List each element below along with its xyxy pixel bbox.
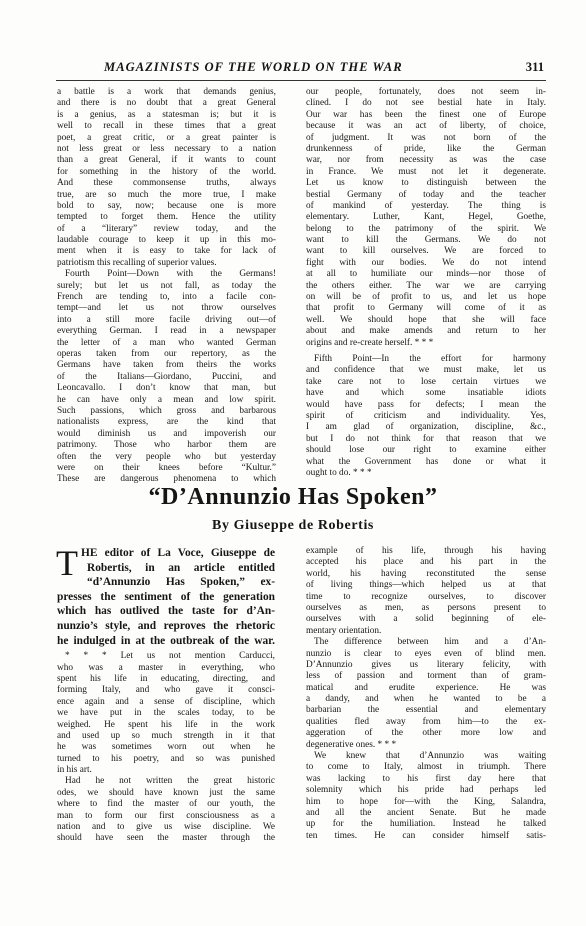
text-line: clined. I do not see bestial hate in Italy.: [306, 98, 546, 109]
text-line: in his art.: [57, 765, 92, 776]
text-line: should lose our right to examine either: [306, 445, 546, 456]
text-line: time to recognize ourselves, to discover: [306, 591, 546, 602]
text-line: nationalists express, are the kind that: [57, 417, 276, 428]
text-line: less of passion and torment than of gram-: [306, 671, 546, 682]
text-line: tempted to forget them. Hence the utility: [57, 212, 276, 223]
text-line: accepted his place and his part in the: [306, 557, 546, 568]
text-line: patrimony. Those who harbor them are: [57, 440, 276, 451]
text-line: Fourth Point—Down with the Germans!: [65, 269, 276, 280]
text-line: ourselves with a solid beginning of ele-: [306, 614, 546, 625]
text-line: HE editor of La Voce, Giuseppe de: [81, 547, 275, 559]
text-line: Robertis, in an article entitled: [87, 561, 275, 574]
text-line: we have put in the scales today, to be: [57, 708, 275, 719]
text-line: and there is no doubt that a great General: [57, 98, 276, 109]
text-line: nunzio’s style, and reproves the rhetoric: [57, 619, 275, 632]
text-line: everything German. I read in a newspaper: [57, 326, 276, 337]
text-line: ought to do. * * *: [306, 467, 372, 478]
text-line: world, his having reconstituted the sense: [306, 568, 546, 579]
text-line: he can have only a mean and low spirit.: [57, 394, 276, 405]
text-line: spirit of criticism and individuality. Yes,: [306, 410, 546, 421]
text-line: the letter of a man who wanted German: [57, 337, 276, 348]
text-line: aggeration of the other more low and: [306, 728, 546, 739]
text-line: on will be of profit to us, and let us hope: [306, 292, 546, 303]
text-line: Our war has been the finest one of Europe: [306, 109, 546, 120]
text-line: I am glad of organization, discipline, &c.,: [306, 422, 546, 433]
text-line: well. We should hope that she will face: [306, 314, 546, 325]
text-line: fight with our bodies. We do not intend: [306, 257, 546, 268]
text-line: Fifth Point—In the effort for harmony: [314, 353, 546, 364]
text-line: bold to say, now; because one is more: [57, 200, 276, 211]
text-line: solemnity which his pride had perhaps led: [306, 785, 546, 796]
text-line: matical and erudite experience. He was: [306, 682, 546, 693]
drop-cap: T: [56, 543, 78, 583]
text-line: Such passions, which gross and barbarous: [57, 405, 276, 416]
text-line: of judgment. It was not born of the: [306, 132, 546, 143]
text-line: what the Government has done or what it: [306, 456, 546, 467]
text-line: We knew that d’Annunzio was waiting: [314, 751, 546, 762]
column-top-right: [306, 87, 546, 479]
text-line: poet, a great critic, or a great painter is: [57, 132, 276, 143]
text-line: ourselves as men, as persons present to: [306, 602, 546, 613]
text-line: a dandy, and when he wanted to be a: [306, 694, 546, 705]
text-line: our people, fortunately, does not seem in-: [306, 87, 546, 97]
text-line: him to hope for—with the King, Salandra,: [306, 796, 546, 807]
text-line: were on their knees before “Kultur.”: [57, 462, 276, 473]
text-line: of the Italians—Giordano, Puccini, and: [57, 371, 276, 382]
text-line: he was sometimes worn out when he: [57, 742, 275, 753]
text-line: origins and re-create herself. * * *: [306, 337, 434, 348]
text-line: of a “literary” review today, and the: [57, 223, 276, 234]
text-line: true, are so much the more true, I make: [57, 189, 276, 200]
text-line: example of his life, through his having: [306, 546, 546, 556]
text-line: into a still more facile driving out—of: [57, 314, 276, 325]
text-line: was lacking to his first day here that: [306, 773, 546, 784]
text-line: And these commonsense truths, always: [57, 178, 276, 189]
text-line: degenerative ones. * * *: [306, 739, 397, 750]
text-line: which has outlived the taste for d’An-: [57, 605, 275, 618]
text-line: turned to his poetry, and so was punished: [57, 753, 275, 764]
text-line: surely; but let us not fall, as today the: [57, 280, 276, 291]
text-line: who was a master in everything, who: [57, 662, 275, 673]
text-line: that profit to Germany will come of it as: [306, 303, 546, 314]
text-line: Let us know to distinguish between the: [306, 178, 546, 189]
text-line: often the very people who but yesterday: [57, 451, 276, 462]
text-line: well to recall in these times that a great: [57, 121, 276, 132]
text-line: he indulged in at the outbreak of the war.: [57, 634, 275, 647]
text-line: take care not to lose certain virtues we: [306, 376, 546, 387]
text-line: These are dangerous phenomena to which: [57, 474, 276, 485]
text-line: than a great General, if it wants to count: [57, 155, 276, 166]
article-byline: By Giuseppe de Robertis: [212, 518, 374, 533]
text-line: laudable courage to keep it up in this mo-: [57, 235, 276, 246]
text-line: Leoncavallo. I don’t know that man, but: [57, 383, 276, 394]
text-line: tempt—and let us not throw ourselves: [57, 303, 276, 314]
text-line: up for the humiliation. Instead he talked: [306, 819, 546, 830]
article-title: “D’Annunzio Has Spoken”: [148, 484, 438, 510]
text-line: have and which some insatiable idiots: [306, 388, 546, 399]
text-line: bestial Germany of today and the teacher: [306, 189, 546, 200]
text-line: and used up so much strength in it that: [57, 730, 275, 741]
text-line: forming Italy, and who gave it consci-: [57, 685, 275, 696]
text-line: * * * Let us not mention Carducci,: [65, 651, 275, 662]
header-rule: [56, 80, 546, 81]
text-line: barbarian the essential and elementary: [306, 705, 546, 716]
text-line: a battle is a work that demands genius,: [57, 87, 276, 97]
text-line: odes, we should have known just the same: [57, 787, 275, 798]
text-line: for something in the history of the world.: [57, 166, 276, 177]
text-line: ence again and a sense of discipline, which: [57, 696, 275, 707]
text-line: ten times. He can consider himself satis-: [306, 830, 546, 841]
text-line: want to kill the Germans. We do not: [306, 235, 546, 246]
text-line: should have seen the master through the: [57, 833, 275, 844]
text-line: at all to humiliate our minds—nor those of: [306, 269, 546, 280]
text-line: nation and to give us wise discipline. We: [57, 822, 275, 833]
column-bottom-right: [306, 546, 546, 842]
text-line: of living things—which helped us at that: [306, 580, 546, 591]
text-line: weighed. He spent his life in the work: [57, 719, 275, 730]
text-line: qualities fled away from him—to the ex-: [306, 716, 546, 727]
running-title: MAGAZINISTS OF THE WORLD ON THE WAR: [104, 60, 403, 74]
text-line: operas taken from our repertory, as the: [57, 348, 276, 359]
text-line: Germans have taken from theirs the works: [57, 360, 276, 371]
text-line: The difference between him and a d’An-: [314, 637, 546, 648]
text-line: would diminish us and impoverish our: [57, 428, 276, 439]
text-line: and all the ancient Senate. But he made: [306, 807, 546, 818]
text-line: want to kill ourselves. We are forced to: [306, 246, 546, 257]
page-number: 311: [525, 60, 544, 74]
text-line: where to find the master of our youth, the: [57, 799, 275, 810]
text-line: and confidence that we must make, let us: [306, 365, 546, 376]
text-line: “d’Annunzio Has Spoken,” ex-: [87, 576, 275, 589]
text-line: war, nor from necessity as was the case: [306, 155, 546, 166]
text-line: D’Annunzio gives us literary felicity, with: [306, 659, 546, 670]
text-line: spent his life in educating, directing, and: [57, 673, 275, 684]
text-line: about and make amends and return to her: [306, 326, 546, 337]
text-line: ment when it is easy to take for lack of: [57, 246, 276, 257]
text-line: belong to the patrimony of the spirit. We: [306, 223, 546, 234]
text-line: of mankind of yesterday. The thing is: [306, 200, 546, 211]
text-line: but I do not think for that reason that we: [306, 433, 546, 444]
text-line: in France. We must not let it degenerate.: [306, 166, 546, 177]
text-line: drunkenness of pride, like the German: [306, 143, 546, 154]
text-line: the others either. The war we are carrying: [306, 280, 546, 291]
column-bottom-left: [56, 543, 275, 845]
text-line: nunzio is clear to eyes even of blind men.: [306, 648, 546, 659]
text-line: to come to Italy, almost in triumph. There: [306, 762, 546, 773]
text-line: not less great or less necessary to a nation: [57, 143, 276, 154]
text-line: Had he not written the great historic: [65, 776, 275, 787]
text-line: presses the sentiment of the generation: [57, 590, 275, 603]
text-line: man to form our first consciousness as a: [57, 810, 275, 821]
article-lede: [56, 543, 275, 648]
text-line: because it was an act of liberty, of choice,: [306, 121, 546, 132]
text-line: elementary. Luther, Kant, Hegel, Goethe,: [306, 212, 546, 223]
text-line: patriotism this recalling of superior values.: [57, 257, 217, 268]
text-line: would have pass for defects; I mean the: [306, 399, 546, 410]
running-head: [52, 60, 550, 76]
column-top-left: [57, 87, 276, 486]
text-line: mentary orientation.: [306, 625, 382, 636]
text-line: is a genius, as a statesman is; but it is: [57, 109, 276, 120]
text-line: French are tending to, into a facile con-: [57, 292, 276, 303]
